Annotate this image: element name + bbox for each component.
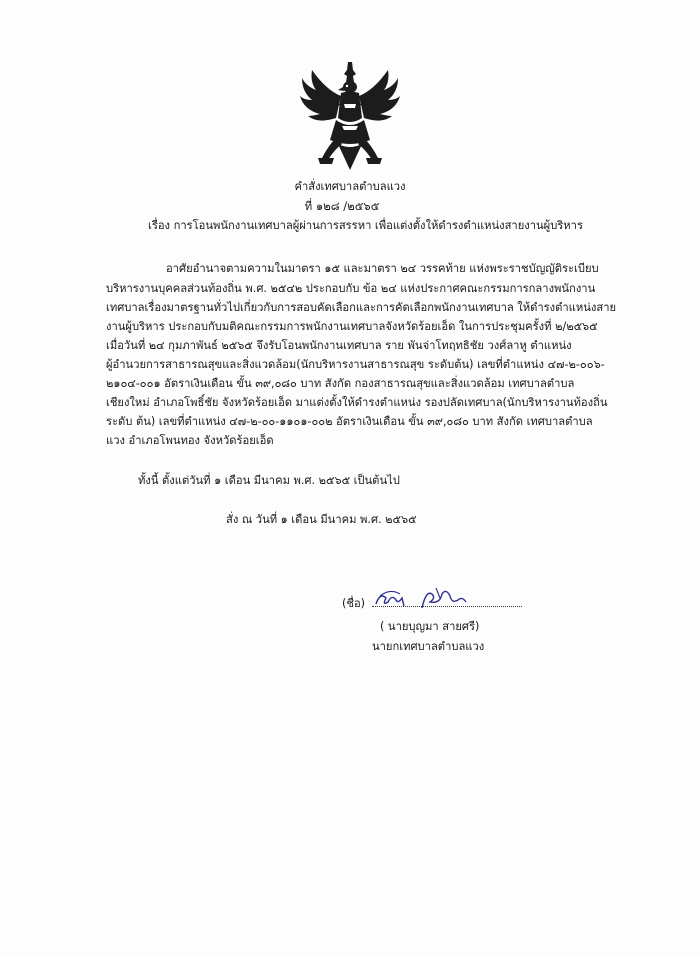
handwritten-signature: [370, 584, 480, 612]
body-line-10: แวง อำเภอโพนทอง จังหวัดร้อยเอ็ด: [106, 434, 274, 447]
body-line-5: เมื่อวันที่ ๒๔ กุมภาพันธ์ ๒๕๖๕ จึงรับโอนพนักงานเทศบาล ราย พันจ่าโทฤทธิชัย วงศ์ลาหู ตำแหน่ง: [106, 339, 572, 352]
body-line-3: เทศบาลเรื่องมาตรฐานทั่วไปเกี่ยวกับการสอบคัดเลือกและการคัดเลือกพนักงานเทศบาล ให้ดำรงตำแหน่งสาย: [106, 301, 617, 314]
order-subject: เรื่อง การโอนพนักงานเทศบาลผู้ผ่านการสรรหา เพื่อแต่งตั้งให้ดำรงตำแหน่งสายงานผู้บริหาร: [148, 219, 583, 232]
signer-name: ( นายบุญมา สายศรี): [380, 620, 480, 633]
body-line-6: ผู้อำนวยการสาธารณสุขและสิ่งแวดล้อม(นักบริหารงานสาธารณสุข ระดับต้น) เลขที่ตำแหน่ง ๔๗-๒-๐๐๖-: [106, 358, 605, 371]
body-line-7: ๒๑๐๔-๐๐๑ อัตราเงินเดือน ขั้น ๓๙,๐๘๐ บาท สังกัด กองสาธารณสุขและสิ่งแวดล้อม เทศบาลตำบล: [106, 377, 575, 390]
body-line-4: งานผู้บริหาร ประกอบกับมติคณะกรรมการพนักงานเทศบาลจังหวัดร้อยเอ็ด ในการประชุมครั้งที่ ๒/๒๕๖๕: [106, 320, 598, 333]
order-number: ที่ ๑๒๘ /๒๕๖๕: [304, 199, 380, 213]
body-line-2: บริหารงานบุคคลส่วนท้องถิ่น พ.ศ. ๒๕๔๒ ประกอบกับ ข้อ ๒๔ แห่งประกาศคณะกรรมการกลางพนักงาน: [106, 282, 596, 295]
garuda-emblem: [298, 60, 402, 172]
effective-date: ทั้งนี้ ตั้งแต่วันที่ ๑ เดือน มีนาคม พ.ศ. ๒๕๖๕ เป็นต้นไป: [138, 474, 400, 487]
ordered-date: สั่ง ณ วันที่ ๑ เดือน มีนาคม พ.ศ. ๒๕๖๕: [226, 513, 417, 526]
order-heading: คำสั่งเทศบาลตำบลแวง: [294, 180, 406, 193]
body-line-1: อาศัยอำนาจตามความในมาตรา ๑๕ และมาตรา ๒๔ วรรคท้าย แห่งพระราชบัญญัติระเบียบ: [166, 262, 599, 275]
body-line-9: ระดับ ต้น) เลขที่ตำแหน่ง ๔๗-๒-๐๐-๑๑๐๑-๐๐๒ อัตราเงินเดือน ขั้น ๓๙,๐๘๐ บาท สังกัด เทศบาลตำบล: [106, 415, 593, 428]
signature-area: [342, 584, 542, 612]
body-line-8: เชียงใหม่ อำเภอโพธิ์ชัย จังหวัดร้อยเอ็ด มาแต่งตั้งให้ดำรงตำแหน่ง รองปลัดเทศบาล(นักบริหารงานท้องถิ่น: [106, 396, 608, 409]
signature-label: (ชื่อ): [342, 597, 366, 610]
signer-position: นายกเทศบาลตำบลแวง: [372, 640, 485, 653]
